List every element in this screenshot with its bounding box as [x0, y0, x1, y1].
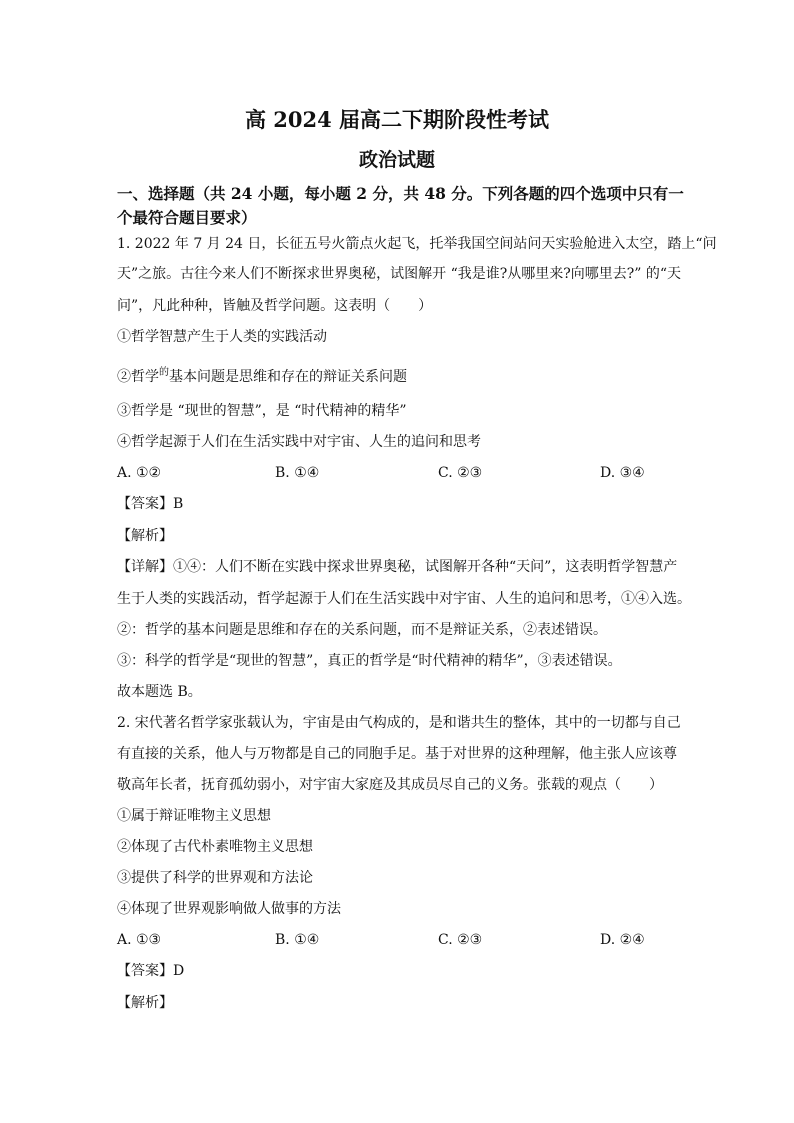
q2-option-c: C. ②③: [438, 932, 483, 948]
q2-statement-2: ②体现了古代朴素唯物主义思想: [117, 839, 313, 855]
q1-stem-line-2: 天”之旅。古往今来人们不断探求世界奥秘，试图解开 “我是谁?从哪里来?向哪里去?” 的“天: [117, 266, 682, 282]
q2-option-d: D. ②④: [600, 932, 645, 948]
q1-detail-line-1: 【详解】①④：人们不断在实践中探求世界奥秘，试图解开各种“天问”，这表明哲学智慧产: [117, 559, 678, 575]
q1-statement-4: ④哲学起源于人们在生活实践中对宇宙、人生的追问和思考: [117, 434, 481, 450]
q1-statement-1: ①哲学智慧产生于人类的实践活动: [117, 329, 327, 345]
q1-statement-2-b: 基本问题是思维和存在的辩证关系问题: [169, 369, 407, 385]
q2-statement-1: ①属于辩证唯物主义思想: [117, 808, 271, 824]
exam-subject: 政治试题: [358, 149, 435, 171]
q2-analysis-label: 【解析】: [117, 995, 173, 1011]
q1-option-b: B. ①④: [275, 465, 320, 481]
q1-analysis-label: 【解析】: [117, 528, 173, 544]
q1-statement-2-a: ②哲学: [117, 369, 159, 385]
q2-option-b: B. ①④: [275, 932, 320, 948]
q2-stem-line-2: 有直接的关系，他人与万物都是自己的同胞手足。基于对世界的这种理解，他主张人应该尊: [117, 746, 677, 762]
q1-statement-3: ③哲学是 “现世的智慧”，是 “时代精神的精华”: [117, 403, 407, 419]
q1-conclusion: 故本题选 B。: [117, 684, 202, 700]
q1-stem-line-3: 问”，凡此种种，皆触及哲学问题。这表明（ ）: [117, 298, 433, 314]
exam-title: 高 2024 届高二下期阶段性考试: [244, 107, 550, 132]
section-heading-line-2: 个最符合题目要求）: [117, 208, 257, 227]
q1-detail-line-2: 生于人类的实践活动，哲学起源于人们在生活实践中对宇宙、人生的追问和思考，①④入选。: [117, 591, 691, 607]
q1-statement-2: [117, 367, 407, 389]
q1-answer: 【答案】B: [117, 496, 184, 512]
q1-detail-line-4: ③：科学的哲学是“现世的智慧”，真正的哲学是“时代精神的精华”，③表述错误。: [117, 653, 622, 669]
q1-option-d: D. ③④: [600, 465, 645, 481]
section-heading-line-1: 一、选择题（共 24 小题，每小题 2 分，共 48 分。下列各题的四个选项中只有一: [117, 184, 684, 203]
q1-option-c: C. ②③: [438, 465, 483, 481]
q2-statement-3: ③提供了科学的世界观和方法论: [117, 870, 313, 886]
q2-option-a: A. ①③: [117, 932, 162, 948]
q2-stem-line-3: 敬高年长者，抚育孤幼弱小，对宇宙大家庭及其成员尽自己的义务。张载的观点（ ）: [117, 777, 663, 793]
q2-stem-line-1: 2. 宋代著名哲学家张载认为，宇宙是由气构成的，是和谐共生的整体，其中的一切都与自己: [117, 715, 681, 731]
q1-statement-2-sup: 的: [159, 367, 169, 378]
q2-statement-4: ④体现了世界观影响做人做事的方法: [117, 901, 341, 917]
q1-detail-line-3: ②：哲学的基本问题是思维和存在的关系问题，而不是辩证关系，②表述错误。: [117, 622, 607, 638]
q1-option-a: A. ①②: [117, 465, 162, 481]
q1-stem-line-1: 1. 2022 年 7 月 24 日，长征五号火箭点火起飞，托举我国空间站问天实验舱进入太空，踏上“问: [117, 236, 717, 252]
q2-answer: 【答案】D: [117, 963, 185, 979]
